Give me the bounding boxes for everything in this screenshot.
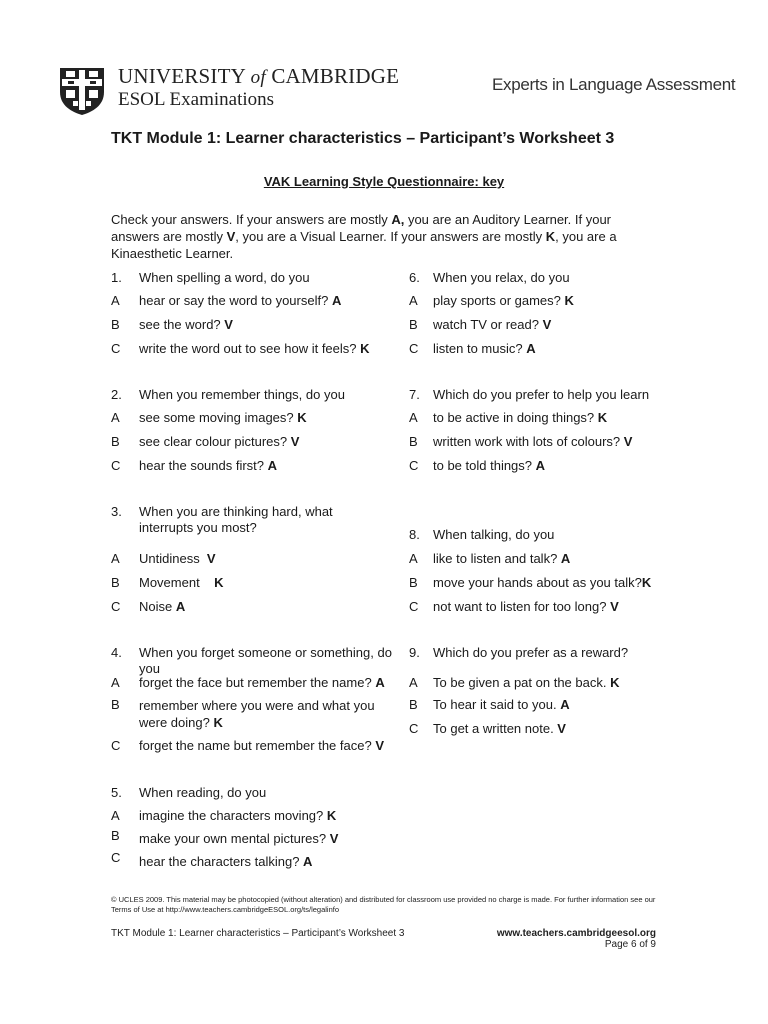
copyright-notice: © UCLES 2009. This material may be photocopied (without alteration) and distributed for classroom use provided no charge is made. For further information see our Terms of Use at http://www.teachers.cambridgeESOL.org/ts/legalinfo [111, 895, 656, 914]
footer-doc-title: TKT Module 1: Learner characteristics – Participant’s Worksheet 3 [111, 928, 405, 939]
page-title: TKT Module 1: Learner characteristics – Participant’s Worksheet 3 [111, 130, 615, 147]
university-name: UNIVERSITY of CAMBRIDGE [118, 64, 400, 88]
esol-examinations: ESOL Examinations [118, 89, 275, 110]
footer-right [482, 928, 656, 950]
subtitle: VAK Learning Style Questionnaire: key [263, 174, 505, 189]
tagline: Experts in Language Assessment [492, 75, 736, 94]
page-number: Page 6 of 9 [604, 939, 656, 950]
intro-paragraph: Check your answers. If your answers are mostly A, you are an Auditory Learner. If your answers are mostly V, you are a Visual Learner. If your answers are mostly K, you are a Kinaesthetic Learner. [111, 212, 617, 261]
cambridge-crest-logo [58, 66, 106, 116]
footer-website: www.teachers.cambridgeesol.org [496, 928, 656, 939]
